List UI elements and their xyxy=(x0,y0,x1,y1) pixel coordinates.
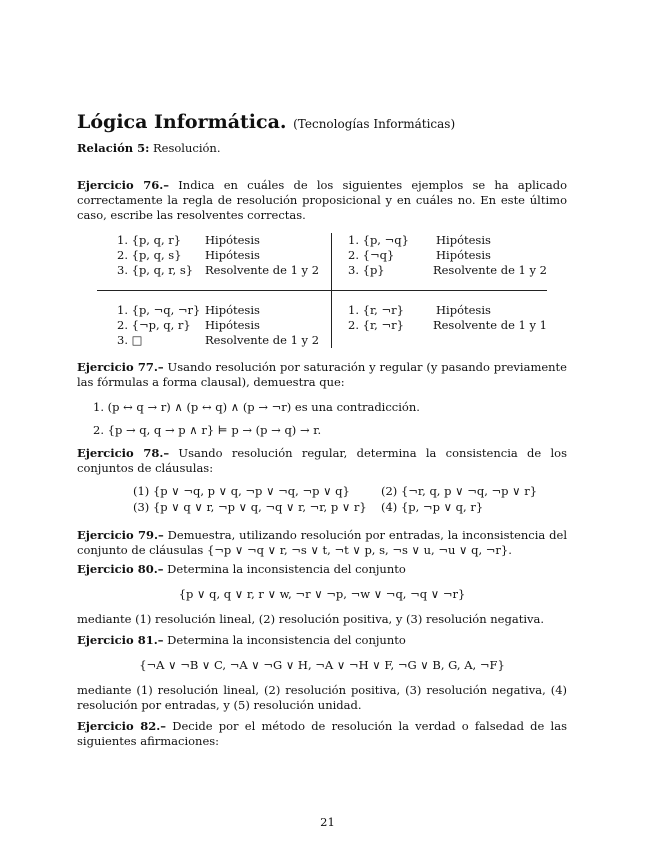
clause-label: Hipótesis xyxy=(436,248,491,262)
table-line xyxy=(117,303,331,318)
clause: 2. {r, ¬r} xyxy=(348,318,404,332)
exercise-81-text: Determina la inconsistencia del conjunto xyxy=(167,633,406,647)
exercise-81-formula: {¬A ∨ ¬B ∨ C, ¬A ∨ ¬G ∨ H, ¬A ∨ ¬H ∨ F, ¬G ∨ B, G, A, ¬F} xyxy=(139,658,505,672)
table-line xyxy=(117,333,331,348)
exercise-77-text: Usando resolución por saturación y regular (y pasando previamente las fórmulas a forma clausal), demuestra que: xyxy=(77,360,567,389)
list-item: 2. {p → q, q → p ∧ r} ⊨ p → (p → q) → r. xyxy=(93,423,322,437)
table-line xyxy=(117,233,331,248)
table-line xyxy=(348,248,547,263)
table-line xyxy=(117,318,331,333)
exercise-76-text: Indica en cuáles de los siguientes ejemplos se ha aplicado correctamente la regla de resolución proposicional y en cuáles no. En este último caso, escribe las resolventes correctas. xyxy=(77,178,568,222)
table-row-bottom xyxy=(117,291,547,348)
table-cell-top-left xyxy=(117,233,332,290)
clause-label: Resolvente de 1 y 2 xyxy=(205,333,320,347)
exercise-82-label: Ejercicio 82.– xyxy=(77,719,167,733)
clause-set-4: (4) {p, ¬p ∨ q, r} xyxy=(381,500,484,514)
table-line xyxy=(348,318,547,333)
table-line xyxy=(348,233,547,248)
table-cell-bottom-right xyxy=(332,291,547,348)
exercise-81 xyxy=(77,633,567,648)
relacion-label: Relación 5: xyxy=(77,141,150,155)
exercise-79-text: Demuestra, utilizando resolución por entradas, la inconsistencia del conjunto de cláusulas {¬p ∨ ¬q ∨ r, ¬s ∨ t, ¬t ∨ p, s, ¬s ∨ u, ¬u ∨ q, ¬r}. xyxy=(77,528,567,557)
exercise-81-label: Ejercicio 81.– xyxy=(77,633,164,647)
exercise-80-after: mediante (1) resolución lineal, (2) resolución positiva, y (3) resolución negativa. xyxy=(77,612,545,626)
clause-label: Hipótesis xyxy=(205,233,260,247)
title-subtitle: (Tecnologías Informáticas) xyxy=(293,117,456,131)
table-line xyxy=(348,263,547,278)
resolution-table xyxy=(117,233,547,348)
exercise-77-label: Ejercicio 77.– xyxy=(77,360,164,374)
clause: 1. {r, ¬r} xyxy=(348,303,404,317)
exercise-78-sets xyxy=(133,484,567,514)
table-line xyxy=(117,263,331,278)
clause-label: Resolvente de 1 y 1 xyxy=(432,318,547,332)
clause-label: Resolvente de 1 y 2 xyxy=(432,263,547,277)
page-number: 21 xyxy=(320,815,335,829)
clause-label: Hipótesis xyxy=(205,318,260,332)
table-cell-top-right xyxy=(332,233,547,290)
page-title xyxy=(77,110,567,136)
table-line xyxy=(117,248,331,263)
clause-label: Hipótesis xyxy=(436,233,491,247)
table-cell-bottom-left xyxy=(117,291,332,348)
relacion-text: Resolución. xyxy=(153,141,221,155)
table-line xyxy=(348,303,547,318)
exercise-82-text: Decide por el método de resolución la verdad o falsedad de las siguientes afirmaciones: xyxy=(77,719,567,748)
exercise-78 xyxy=(77,446,567,476)
clause-label: Hipótesis xyxy=(205,248,260,262)
clause: 1. {p, ¬q, ¬r} xyxy=(117,303,201,317)
clause: 3. {p, q, r, s} xyxy=(117,263,194,277)
title-main: Lógica Informática. xyxy=(77,111,287,133)
exercise-76-label: Ejercicio 76.– xyxy=(77,178,170,192)
exercise-81-after: mediante (1) resolución lineal, (2) resolución positiva, (3) resolución negativa, (4) resolución por entradas, y (5) resolución unidad. xyxy=(77,683,567,712)
clause: 3. {p} xyxy=(348,263,385,277)
clause-label: Hipótesis xyxy=(205,303,260,317)
exercise-77-list xyxy=(77,400,567,438)
list-item: 1. (p ↔ q → r) ∧ (p ↔ q) ∧ (p → ¬r) es una contradicción. xyxy=(93,400,420,414)
relacion-line xyxy=(77,140,567,156)
exercise-78-text: Usando resolución regular, determina la consistencia de los conjuntos de cláusulas: xyxy=(77,446,567,475)
clause: 2. {¬q} xyxy=(348,248,395,262)
page-content xyxy=(77,110,567,749)
exercise-76 xyxy=(77,178,567,223)
clause: 2. {p, q, s} xyxy=(117,248,182,262)
clause-label: Hipótesis xyxy=(436,303,491,317)
clause: 1. {p, q, r} xyxy=(117,233,182,247)
exercise-77 xyxy=(77,360,567,390)
exercise-78-label: Ejercicio 78.– xyxy=(77,446,170,460)
clause-label: Resolvente de 1 y 2 xyxy=(205,263,320,277)
exercise-82 xyxy=(77,719,567,749)
clause: 2. {¬p, q, r} xyxy=(117,318,191,332)
exercise-79 xyxy=(77,528,567,558)
exercise-80-formula: {p ∨ q, q ∨ r, r ∨ w, ¬r ∨ ¬p, ¬w ∨ ¬q, ¬q ∨ ¬r} xyxy=(178,587,466,601)
clause-set-2: (2) {¬r, q, p ∨ ¬q, ¬p ∨ r} xyxy=(381,484,538,498)
exercise-79-label: Ejercicio 79.– xyxy=(77,528,164,542)
clause-set-1: (1) {p ∨ ¬q, p ∨ q, ¬p ∨ ¬q, ¬p ∨ q} xyxy=(133,484,350,498)
table-row-top xyxy=(117,233,547,290)
exercise-80-label: Ejercicio 80.– xyxy=(77,562,164,576)
exercise-80-text: Determina la inconsistencia del conjunto xyxy=(167,562,406,576)
clause: 3. □ xyxy=(117,333,143,347)
clause: 1. {p, ¬q} xyxy=(348,233,409,247)
exercise-80 xyxy=(77,562,567,577)
clause-set-3: (3) {p ∨ q ∨ r, ¬p ∨ q, ¬q ∨ r, ¬r, p ∨ r} xyxy=(133,500,367,514)
